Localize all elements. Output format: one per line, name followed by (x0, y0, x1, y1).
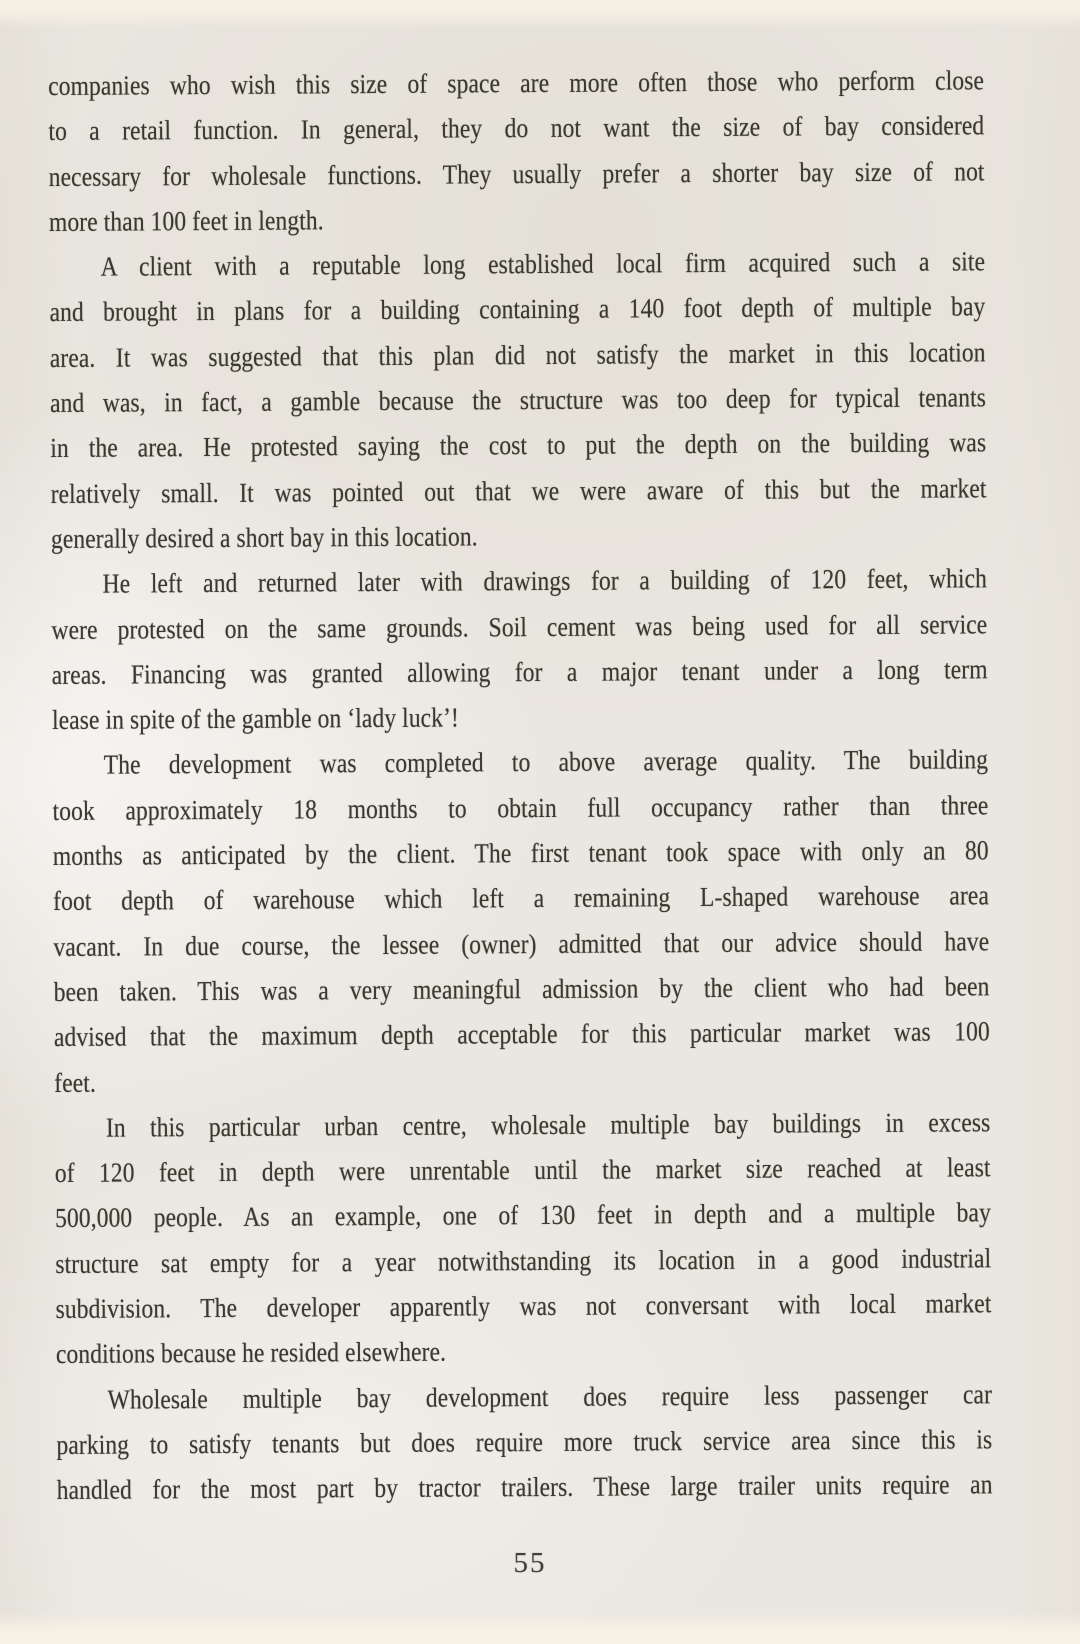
text-line: The development was completed to above average quality. The building (103, 743, 989, 781)
text-line: been taken. This was a very meaningful admission by the client who had been (53, 970, 990, 1007)
text-line: to a retail function. In general, they do not want the size of bay considered (48, 109, 985, 147)
paragraph (52, 737, 990, 1105)
text-line: and brought in plans for a building containing a 140 foot depth of multiple bay (49, 290, 986, 328)
text-line: and was, in fact, a gamble because the structure was too deep for typical tenants (49, 381, 986, 419)
text-line: subdivision. The developer apparently was not conversant with local market (55, 1287, 992, 1324)
text-line: 500,000 people. As an example, one of 130 feet in depth and a multiple bay (54, 1196, 991, 1234)
text-line: lease in spite of the gamble on ‘lady luck’! (51, 701, 460, 736)
text-line: foot depth of warehouse which left a remaining L-shaped warehouse area (53, 879, 990, 917)
text-line: companies who wish this size of space are more often those who perform close (48, 64, 985, 101)
paragraph (48, 57, 985, 244)
text-line: were protested on the same grounds. Soil cement was being used for all service (51, 607, 988, 645)
text-line: conditions because he resided elsewhere. (55, 1335, 447, 1370)
text-line: In this particular urban centre, wholesale multiple bay buildings in excess (105, 1106, 991, 1143)
paragraph (51, 556, 988, 743)
page-text (48, 57, 993, 1512)
text-line: more than 100 feet in length. (48, 204, 324, 237)
text-line: areas. Financing was granted allowing for a major tenant under a long term (51, 653, 988, 690)
text-line: necessary for wholesale functions. They usually prefer a shorter bay size of not (48, 154, 985, 192)
paragraph (49, 238, 987, 561)
text-line: took approximately 18 months to obtain full occupancy rather than three (52, 789, 989, 826)
text-line: vacant. In due course, the lessee (owner) admitted that our advice should have (53, 924, 990, 962)
text-line: A client with a reputable long established local firm acquired such a site (100, 245, 986, 282)
text-line: months as anticipated by the client. The first tenant took space with only an 80 (52, 834, 989, 872)
text-line: Wholesale multiple bay development does require less passenger car (107, 1377, 993, 1415)
text-line: area. It was suggested that this plan did not satisfy the market in this location (49, 336, 986, 373)
text-line: feet. (54, 1066, 96, 1098)
text-line: parking to satisfy tenants but does require more truck service area since this is (56, 1423, 993, 1460)
text-line: advised that the maximum depth acceptable for this particular market was 100 (53, 1015, 990, 1053)
text-line: structure sat empty for a year notwithstanding its location in a good industrial (55, 1241, 992, 1279)
text-line: in the area. He protested saying the cost to put the depth on the building was (50, 426, 987, 464)
text-line: handled for the most part by tractor trailers. These large trailer units require an (56, 1468, 993, 1506)
text-line: relatively small. It was pointed out that we were aware of this but the market (50, 471, 987, 509)
text-line: of 120 feet in depth were unrentable until the market size reached at least (54, 1151, 991, 1189)
text-line: He left and returned later with drawings for a building of 120 feet, which (102, 562, 988, 599)
page-number: 55 (513, 1547, 547, 1579)
paragraph (56, 1371, 993, 1513)
paragraph (54, 1099, 991, 1376)
text-line: generally desired a short bay in this location. (50, 520, 478, 554)
